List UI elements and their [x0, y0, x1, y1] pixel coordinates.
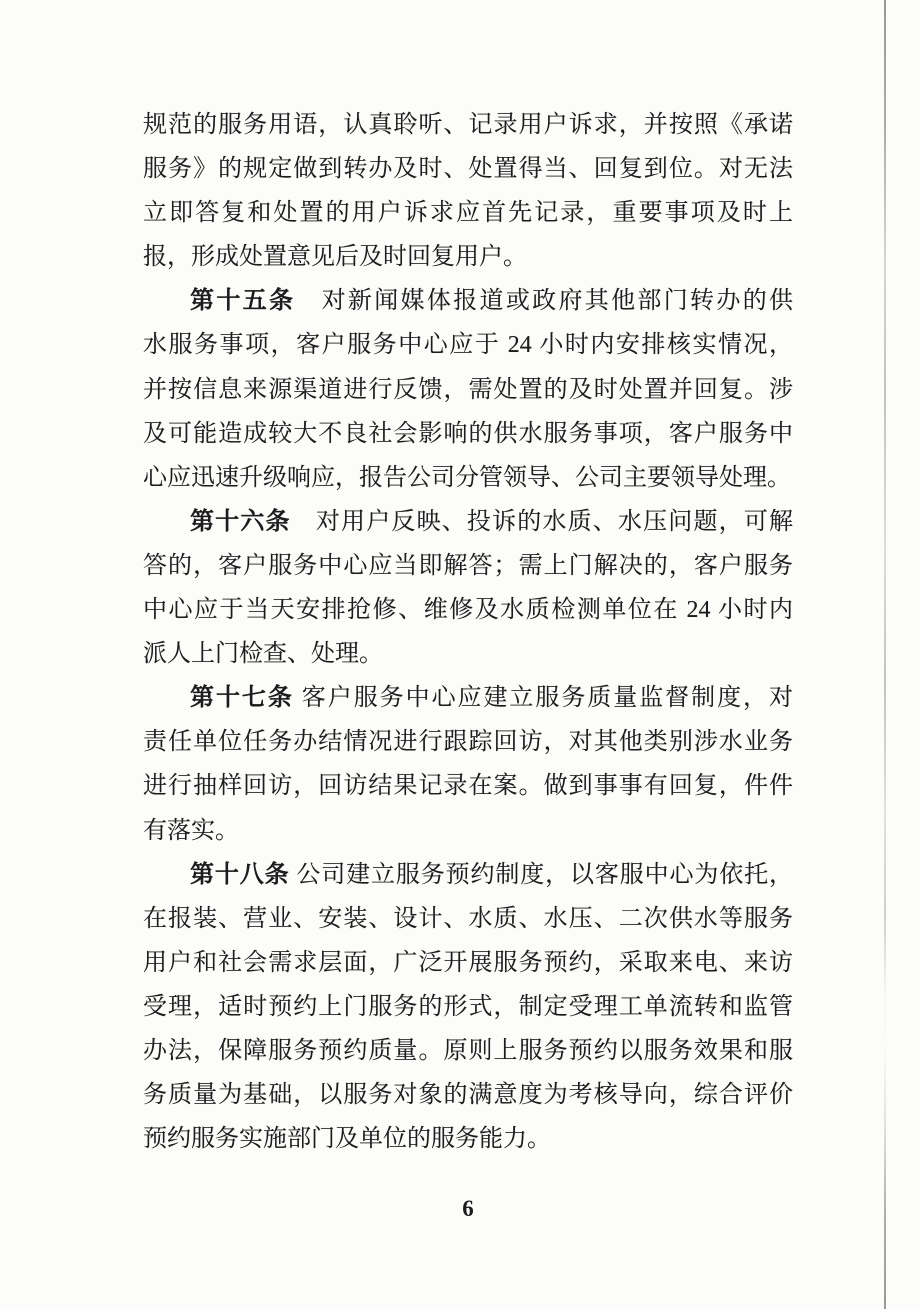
article-heading: 第十七条 [190, 685, 294, 712]
text-line: 办法，保障服务预约质量。原则上服务预约以服务效果和服 [143, 1037, 793, 1064]
text-line: 第十八条 公司建立服务预约制度，以客服中心为依托， [190, 861, 793, 888]
text-line: 心应迅速升级响应，报告公司分管领导、公司主要领导处理。 [143, 464, 791, 491]
text-line: 中心应于当天安排抢修、维修及水质检测单位在 24 小时内 [143, 597, 793, 624]
text-line: 派人上门检查、处理。 [143, 641, 383, 668]
paragraph [143, 500, 793, 676]
text-line: 用户和社会需求层面，广泛开展服务预约，采取来电、来访 [143, 949, 793, 976]
text-line: 规范的服务用语，认真聆听、记录用户诉求，并按照《承诺 [143, 112, 793, 138]
paragraph [143, 103, 793, 279]
page-footer [143, 1196, 793, 1222]
text-line: 及可能造成较大不良社会影响的供水服务事项，客户服务中 [143, 420, 793, 447]
text-line: 答的，客户服务中心应当即解答；需上门解决的，客户服务 [143, 552, 793, 579]
paragraph [143, 676, 793, 852]
text-line: 有落实。 [143, 817, 239, 844]
text-line: 责任单位任务办结情况进行跟踪回访，对其他类别涉水业务 [143, 729, 793, 756]
text-line: 第十六条 对用户反映、投诉的水质、水压问题，可解 [190, 508, 793, 535]
text-line: 第十五条 对新闻媒体报道或政府其他部门转办的供 [190, 288, 793, 315]
paragraph [143, 853, 793, 1162]
text-line: 报，形成处置意见后及时回复用户。 [143, 244, 527, 271]
paragraph [143, 279, 793, 499]
text-line: 受理，适时预约上门服务的形式，制定受理工单流转和监管 [143, 993, 793, 1020]
text-line: 第十七条 客户服务中心应建立服务质量监督制度，对 [190, 685, 793, 712]
text-line: 水服务事项，客户服务中心应于 24 小时内安排核实情况， [143, 332, 793, 359]
text-line: 在报装、营业、安装、设计、水质、水压、二次供水等服务 [143, 905, 793, 932]
text-line: 服务》的规定做到转办及时、处置得当、回复到位。对无法 [143, 156, 793, 183]
article-heading: 第十八条 [190, 861, 290, 888]
page-number: 6 [462, 1196, 474, 1221]
text-line: 并按信息来源渠道进行反馈，需处置的及时处置并回复。涉 [143, 376, 793, 403]
scan-artifact-line [884, 0, 886, 1309]
article-heading: 第十六条 [190, 508, 291, 535]
document-body [143, 103, 793, 1161]
article-heading: 第十五条 [190, 288, 296, 315]
text-line: 预约服务实施部门及单位的服务能力。 [143, 1126, 551, 1153]
text-line: 立即答复和处置的用户诉求应首先记录，重要事项及时上 [143, 200, 793, 227]
text-line: 务质量为基础，以服务对象的满意度为考核导向，综合评价 [143, 1082, 793, 1109]
text-line: 进行抽样回访，回访结果记录在案。做到事事有回复，件件 [143, 773, 793, 800]
